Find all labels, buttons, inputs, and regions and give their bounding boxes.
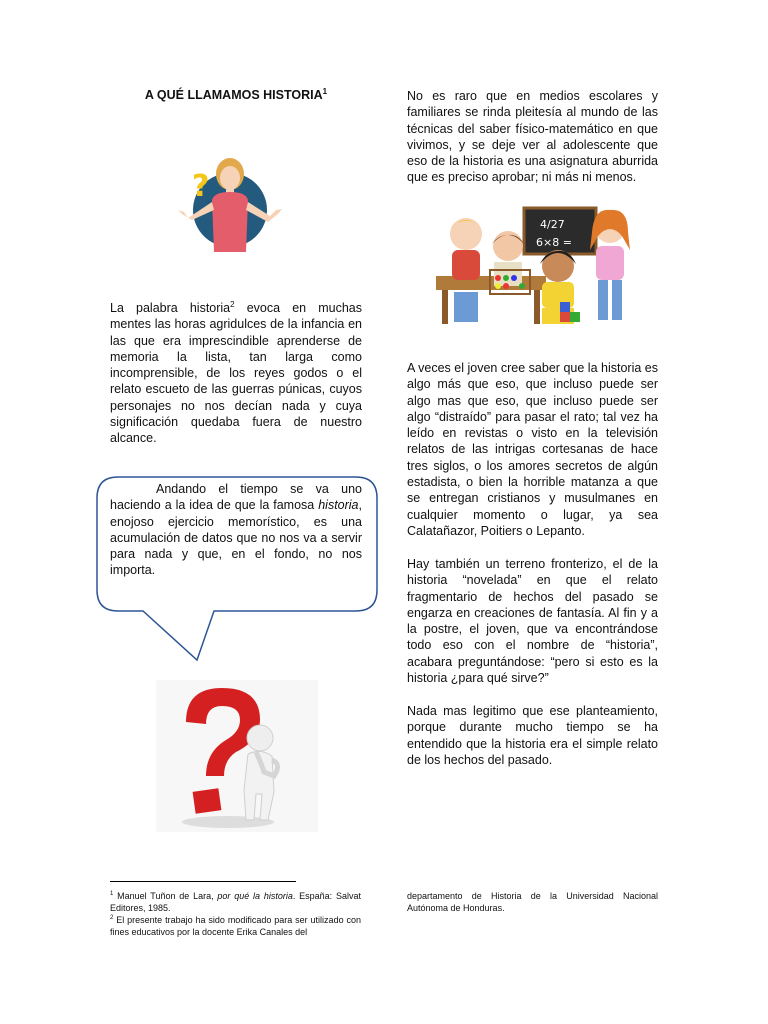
footnote-1-mark: 1 [110, 891, 114, 897]
chalkboard-line-1: 4/27 [540, 218, 565, 231]
kids-classroom-illustration [434, 206, 636, 334]
svg-text:?: ? [192, 169, 210, 204]
page-title [110, 88, 362, 102]
speech-bubble [96, 476, 378, 662]
right-paragraph-1: No es raro que en medios escolares y familiares se rinda pleitesía al mundo de las técnicas del saber físico-matemático en que vivimos, y se deje ver al adolescente que eso de la historia es una asignatura aburrida que es preciso aprobar; ni más ni menos. [407, 89, 658, 185]
left-paragraph-1 [110, 300, 362, 447]
footnote-separator [110, 881, 296, 882]
footnote-1-rest: . España: Salvat Editores, 1985. [110, 891, 361, 913]
bubble-text-emphasis: historia [318, 498, 359, 513]
bubble-text-start: Andando el tiempo se va uno haciendo a la idea de que la famosa [110, 482, 362, 513]
footnote-1-start: Manuel Tuñon de Lara, [113, 891, 218, 901]
left-p1-rest: evoca en muchas mentes las horas agridulces de la infancia en las que era imprescindible aprenderse de memoria la lista, tan larga como incomprensible, de los reyes godos o el relato escueto de las guerras púnicas, cuyos personajes no nos decían nada y cuya significación quedaba fuera de nuestro alcance. [110, 301, 362, 446]
footnote-1-title: por qué la historia [217, 891, 293, 901]
footnote-2-continued: departamento de Historia de la Universidad Nacional Autónoma de Honduras. [407, 891, 658, 913]
title-text: A QUÉ LLAMAMOS HISTORIA [144, 88, 323, 102]
left-p1-start: La palabra historia [110, 301, 231, 315]
footnote-1 [110, 890, 361, 914]
question-mark-figure-illustration [156, 680, 318, 832]
right-paragraph-2: A veces el joven cree saber que la historia es algo más que eso, que incluso puede ser algo mas que eso, que incluso puede ser algo “distraído” para pasar el rato; tal vez ha leído en revistas o visto en la televisión relatos de las intrigas cortesanas de hace tres siglos, o los amores secretos de algún estadista, o bien la horrible matanza a que se entregan cristianos y musulmanes en cualquier momento o lugar, ya sea Calatañazor, Poitiers o Lepanto. [407, 361, 658, 538]
bubble-text [110, 481, 362, 579]
footnote-2-mark: 2 [110, 915, 114, 921]
footnote-2 [110, 914, 361, 938]
footnotes-left [110, 890, 361, 938]
right-paragraph-4: Nada mas legitimo que ese planteamiento, porque durante mucho tiempo se ha entendido que la historia era el simple relato de los hechos del pasado. [407, 704, 658, 767]
title-footnote-mark: 1 [322, 86, 328, 96]
confused-woman-illustration [170, 152, 286, 258]
right-paragraph-3: Hay también un terreno fronterizo, el de la historia “novelada” en que el relato fragmentario de hechos del pasado se engarza en creaciones de fantasía. Al fin y a la postre, el joven, que va encontrándose todo eso con el nombre de “historia”, acabara preguntándose: “pero si esto es la historia ¿para qué sirve?” [407, 557, 658, 686]
footnote-2-left-text: El presente trabajo ha sido modificado para ser utilizado con fines educativos por la docente Erika Canales del [110, 915, 361, 937]
chalkboard-line-2: 6×8 = [536, 236, 572, 249]
footnote-mark-2: 2 [230, 299, 235, 309]
bubble-text-rest: , enojoso ejercicio memorístico, es una acumulación de datos que no nos va a servir para nada y que, en el fondo, no nos importa. [110, 498, 362, 578]
